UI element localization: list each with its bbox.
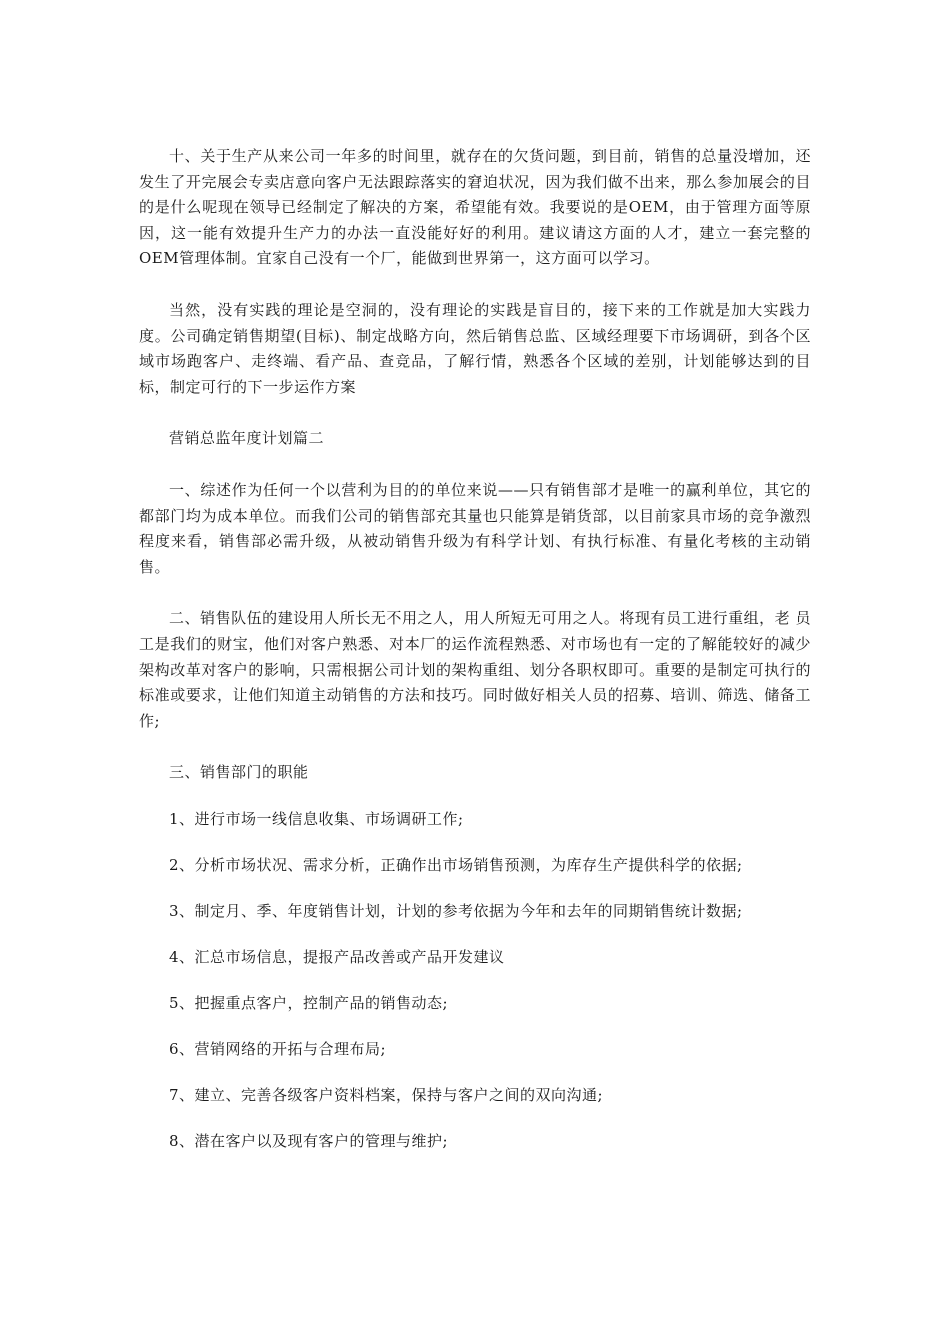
list-item: 2、分析市场状况、需求分析，正确作出市场销售预测，为库存生产提供科学的依据; [169, 855, 743, 874]
spacer [139, 272, 811, 298]
list-item: 4、汇总市场信息，提报产品改善或产品开发建议 [169, 947, 505, 966]
paragraph-overview: 一、综述作为任何一个以营利为目的的单位来说——只有销售部才是唯一的赢利单位，其它的都部门均为成本单位。而我们公司的销售部充其量也只能算是销货部，以目前家具市场的竞争激烈程度来看，销售部必需升级，从被动销售升级为有科学计划、有执行标准、有量化考核的主动销售。 [139, 480, 811, 576]
document-body [139, 144, 811, 1154]
spacer [139, 878, 811, 899]
spacer [139, 452, 811, 478]
paragraph-team-building: 二、销售队伍的建设用人所长无不用之人，用人所短无可用之人。将现有员工进行重组，老 员工是我们的财宝，他们对客户熟悉、对本厂的运作流程熟悉、对市场也有一定的了解能较好的减少架构改革对客户的影响，只需根据公司计划的架构重组、划分各职权即可。重要的是制定可执行的标准或要求，让他们知道主动销售的方法和技巧。同时做好相关人员的招募、培训、筛选、储备工作; [139, 609, 811, 730]
spacer [139, 924, 811, 945]
spacer [139, 1062, 811, 1083]
list-item: 5、把握重点客户，控制产品的销售动态; [169, 993, 449, 1012]
spacer [139, 786, 811, 807]
paragraph-production: 十、关于生产从来公司一年多的时间里，就存在的欠货问题，到目前，销售的总量没增加，还发生了开完展会专卖店意向客户无法跟踪落实的窘迫状况，因为我们做不出来，那么参加展会的目的是什么呢现在领导已经制定了解决的方案，希望能有效。我要说的是OEM，由于管理方面等原因，这一能有效提升生产力的办法一直没能好好的利用。建议请这方面的人才，建立一套完整的OEM管理体制。宜家自己没有一个厂，能做到世界第一，这方面可以学习。 [139, 147, 811, 268]
list-item: 3、制定月、季、年度销售计划，计划的参考依据为今年和去年的同期销售统计数据; [169, 901, 743, 920]
spacer [139, 1108, 811, 1129]
list-item: 1、进行市场一线信息收集、市场调研工作; [169, 809, 464, 828]
list-item: 8、潜在客户以及现有客户的管理与维护; [169, 1131, 449, 1150]
spacer [139, 734, 811, 760]
spacer [139, 400, 811, 426]
paragraph-practice: 当然，没有实践的理论是空洞的，没有理论的实践是盲目的，接下来的工作就是加大实践力度。公司确定销售期望(目标)、制定战略方向，然后销售总监、区域经理要下市场调研，到各个区域市场跑客户、走终端、看产品、查竞品，了解行情，熟悉各个区域的差别，计划能够达到的目标，制定可行的下一步运作方案 [139, 300, 811, 396]
section-heading: 营销总监年度计划篇二 [169, 429, 325, 448]
spacer [139, 832, 811, 853]
list-item: 6、营销网络的开拓与合理布局; [169, 1039, 387, 1058]
spacer [139, 580, 811, 606]
spacer [139, 1016, 811, 1037]
paragraph-dept-functions: 三、销售部门的职能 [169, 763, 309, 782]
spacer [139, 970, 811, 991]
list-item: 7、建立、完善各级客户资料档案，保持与客户之间的双向沟通; [169, 1085, 604, 1104]
